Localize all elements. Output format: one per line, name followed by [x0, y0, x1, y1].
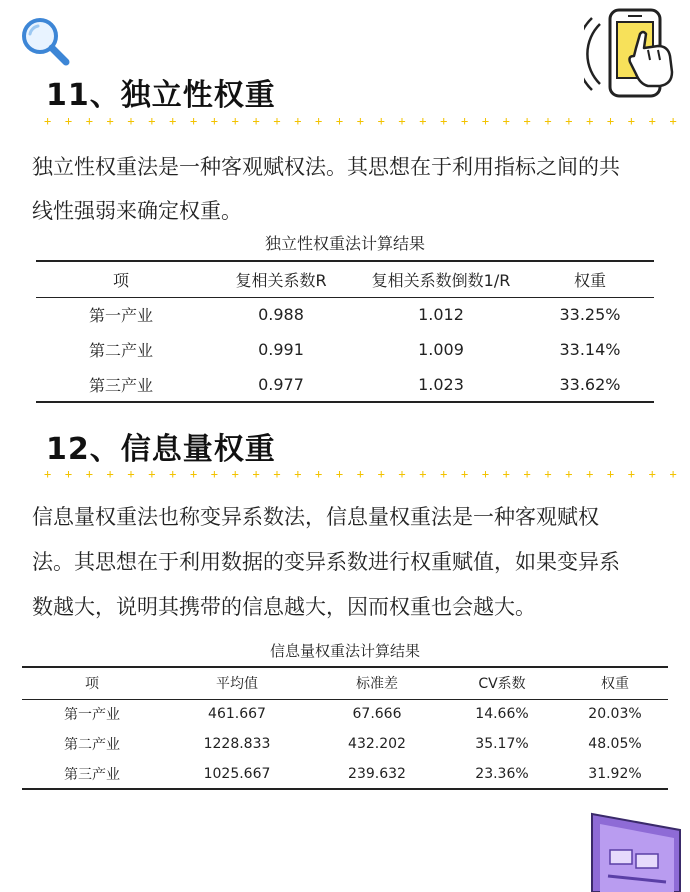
paragraph-line: 数越大，说明其携带的信息越大，因而权重也会越大。 — [32, 595, 536, 619]
cell-value: 20.03% — [588, 706, 642, 723]
cell-value: 14.66% — [475, 706, 529, 723]
row-label: 第二产业 — [64, 737, 120, 753]
cell-value: 432.202 — [348, 736, 406, 752]
cell-value: 31.92% — [588, 765, 642, 782]
cell-value: 1.012 — [418, 305, 464, 325]
paragraph-line: 信息量权重法也称变异系数法，信息量权重法是一种客观赋权 — [32, 505, 599, 529]
table-row — [22, 759, 668, 789]
section-12-paragraph — [32, 495, 662, 630]
table-12 — [22, 666, 668, 790]
cell-value: 67.666 — [352, 706, 402, 723]
phone-touch-icon — [584, 4, 688, 100]
section-11-divider: + + + + + + + + + + + + + + + + + + + + + + + + + + + + + + + — [44, 114, 680, 128]
header-cell: 项 — [112, 270, 129, 290]
paragraph-line: 独立性权重法是一种客观赋权法。其思想在于利用指标之间的共 — [32, 155, 620, 179]
header-cell: 项 — [85, 676, 99, 693]
cell-value: 0.991 — [258, 340, 304, 359]
row-label: 第三产业 — [64, 766, 120, 783]
row-label: 第二产业 — [88, 341, 153, 360]
section-11-title: 11、独立性权重 — [46, 78, 276, 113]
cell-value: 0.977 — [258, 374, 304, 394]
magnifier-icon — [16, 14, 74, 72]
section-12-title: 12、信息量权重 — [46, 432, 276, 467]
section-11-paragraph — [32, 145, 662, 233]
section-12-divider: + + + + + + + + + + + + + + + + + + + + + + + + + + + + + + + — [44, 467, 680, 481]
table-row — [22, 729, 668, 759]
cell-value: 0.988 — [258, 305, 304, 325]
cell-value: 33.14% — [559, 340, 621, 359]
cell-value: 23.36% — [475, 765, 529, 782]
cell-value: 33.25% — [559, 305, 621, 325]
table-11 — [36, 260, 654, 403]
cell-value: 33.62% — [559, 374, 621, 394]
cell-value: 1.009 — [418, 340, 464, 359]
cell-value: 239.632 — [348, 765, 406, 782]
table-header-row — [22, 667, 668, 699]
cell-value: 1.023 — [418, 374, 464, 394]
row-label: 第一产业 — [88, 306, 153, 326]
row-label: 第一产业 — [64, 707, 120, 724]
table-12-caption: 信息量权重法计算结果 — [269, 642, 420, 660]
paragraph-line: 线性强弱来确定权重。 — [32, 199, 242, 223]
table-row — [36, 332, 654, 367]
cell-value: 48.05% — [588, 736, 642, 752]
table-row — [22, 699, 668, 729]
header-cell: 复相关系数倒数1/R — [371, 270, 511, 290]
header-cell: 权重 — [601, 676, 629, 693]
header-cell: 权重 — [573, 270, 606, 290]
header-cell: 平均值 — [216, 676, 258, 693]
cell-value: 35.17% — [475, 736, 529, 752]
monitor-icon — [580, 808, 690, 892]
header-cell: 标准差 — [356, 676, 398, 693]
row-label: 第三产业 — [88, 375, 153, 395]
table-row — [36, 367, 654, 402]
table-row — [36, 297, 654, 332]
cell-value: 1025.667 — [203, 765, 271, 782]
table-header-row — [36, 261, 654, 297]
paragraph-line: 法。其思想在于利用数据的变异系数进行权重赋值，如果变异系 — [32, 550, 620, 574]
table-11-caption: 独立性权重法计算结果 — [264, 234, 425, 253]
header-cell: CV系数 — [478, 676, 526, 693]
header-cell: 复相关系数R — [235, 270, 327, 290]
cell-value: 461.667 — [208, 706, 266, 723]
cell-value: 1228.833 — [203, 736, 271, 752]
